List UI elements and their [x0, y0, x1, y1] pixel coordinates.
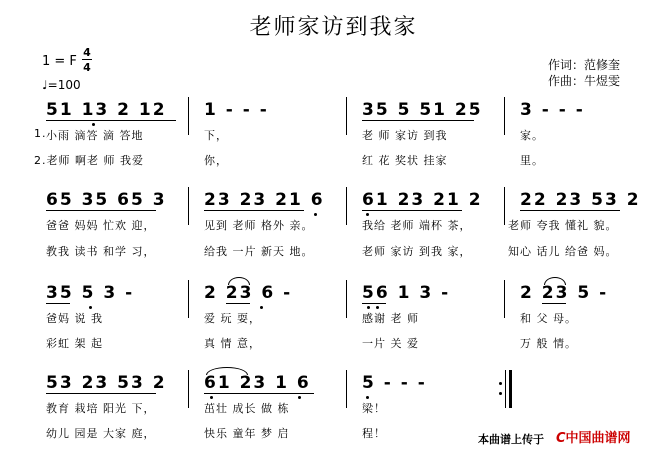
tempo-marking: ♩=100: [42, 78, 81, 92]
measure-notes: 65 35 65 3: [46, 190, 167, 210]
lyric-verse1: 老 师 家访 到我: [362, 129, 448, 142]
low-octave-dot: [366, 213, 369, 216]
site-logo[interactable]: [556, 427, 631, 446]
eighth-underline: [46, 210, 156, 211]
time-signature-bottom: 4: [83, 61, 91, 74]
measure-notes: 2 23 5 -: [520, 283, 609, 303]
lyric-verse1: 爱 玩 耍，: [204, 312, 261, 325]
lyric-verse1: 爸爸 妈妈 忙欢 迎，: [46, 219, 156, 232]
measure-notes: 35 5 51 25: [362, 100, 483, 120]
low-octave-dot: [376, 306, 379, 309]
lyric-verse2: 真 情 意，: [204, 337, 261, 350]
slur-mark: [228, 277, 250, 285]
eighth-underline: [362, 210, 462, 211]
lyric-verse1: 老师 夸我 懂礼 貌。: [508, 219, 618, 232]
site-logo-icon: C: [556, 431, 566, 446]
measure-notes: 56 1 3 -: [362, 283, 451, 303]
composer-credit: 作曲：牛煜雯: [548, 74, 621, 88]
slur-mark: [206, 367, 248, 375]
lyric-verse2: 2.老师 啊老 师 我爱: [34, 154, 144, 167]
eighth-underline: [226, 303, 250, 304]
lyric-verse1: 下，: [204, 129, 228, 142]
measure-notes: 22 23 53 2: [520, 190, 641, 210]
lyric-verse2: 老师 家访 到我 家，: [362, 245, 472, 258]
eighth-underline: [362, 120, 474, 121]
lyric-verse2: 万 般 情。: [520, 337, 577, 350]
key-signature: 1 = F: [42, 54, 77, 69]
lyric-verse1: 和 父 母。: [520, 312, 577, 325]
measure-notes: 2 23 6 -: [204, 283, 293, 303]
repeat-dot: [499, 382, 502, 385]
song-title: 老师家访到我家: [249, 15, 418, 40]
eighth-underline: [542, 303, 566, 304]
low-octave-dot: [298, 396, 301, 399]
lyric-verse2: 一片 关 爱: [362, 337, 419, 350]
bar-line: [188, 187, 189, 225]
bar-line: [346, 187, 347, 225]
lyric-verse2: 里。: [520, 154, 544, 167]
lyric-verse2: 快乐 童年 梦 启: [204, 427, 290, 440]
low-octave-dot: [89, 306, 92, 309]
bar-line: [346, 97, 347, 135]
lyric-verse2: 程！: [362, 427, 386, 440]
low-octave-dot: [210, 396, 213, 399]
site-name: 中国曲谱网: [565, 431, 631, 446]
measure-notes: 23 23 21 6: [204, 190, 325, 210]
low-octave-dot: [366, 396, 369, 399]
bar-line: [188, 280, 189, 318]
lyric-verse1: 小雨 滴答 滴 答地: [46, 129, 144, 142]
lyric-verse2: 红 花 奖状 挂家: [362, 154, 448, 167]
lyric-verse1: 感谢 老 师: [362, 312, 419, 325]
upload-note: 本曲谱上传于: [478, 433, 544, 446]
lyric-verse1: 家。: [520, 129, 544, 142]
lyric-verse2: 给我 一片 新天 地。: [204, 245, 314, 258]
measure-notes: 61 23 21 2: [362, 190, 483, 210]
lyric-verse2: 知心 话儿 给爸 妈。: [508, 245, 618, 258]
eighth-underline: [46, 393, 156, 394]
eighth-underline: [204, 393, 314, 394]
low-octave-dot: [260, 306, 263, 309]
bar-line: [504, 187, 505, 225]
lyric-verse1: 见到 老师 格外 亲。: [204, 219, 314, 232]
lyric-verse1: 茁壮 成长 做 栋: [204, 402, 290, 415]
lyric-verse1: 梁！: [362, 402, 386, 415]
measure-notes: 1 - - -: [204, 100, 269, 120]
eighth-underline: [362, 303, 386, 304]
lyric-verse2: 你，: [204, 154, 228, 167]
measure-notes: 53 23 53 2: [46, 373, 167, 393]
lyric-verse1: 爸妈 说 我: [46, 312, 103, 325]
final-bar-thick: [509, 370, 512, 408]
time-signature-line: [82, 59, 92, 60]
measure-notes: 3 - - -: [520, 100, 585, 120]
repeat-dot: [499, 392, 502, 395]
lyric-verse2: 教我 读书 和学 习，: [46, 245, 156, 258]
final-bar-thin: [505, 370, 506, 408]
measure-notes: 51 13 2 12: [46, 100, 167, 120]
eighth-underline: [204, 210, 304, 211]
bar-line: [188, 97, 189, 135]
low-octave-dot: [367, 306, 370, 309]
bar-line: [188, 370, 189, 408]
bar-line: [504, 280, 505, 318]
bar-line: [346, 280, 347, 318]
slur-mark: [544, 277, 566, 285]
measure-notes: 35 5 3 -: [46, 283, 135, 303]
measure-notes: 5 - - -: [362, 373, 427, 393]
verse-marker: 1.: [34, 127, 47, 140]
eighth-underline: [46, 303, 70, 304]
low-octave-dot: [92, 123, 95, 126]
quarter-note-icon: ♩: [42, 78, 48, 92]
lyric-verse2: 幼儿 园是 大家 庭，: [46, 427, 156, 440]
eighth-underline: [46, 120, 176, 121]
low-octave-dot: [314, 213, 317, 216]
eighth-underline: [520, 210, 620, 211]
lyric-verse1: 教育 栽培 阳光 下，: [46, 402, 156, 415]
measure-notes: 61 23 1 6: [204, 373, 311, 393]
lyric-verse1: 我给 老师 端杯 茶，: [362, 219, 472, 232]
lyricist-credit: 作词：范修奎: [548, 58, 621, 72]
bar-line: [346, 370, 347, 408]
time-signature-top: 4: [83, 46, 91, 59]
bar-line: [504, 97, 505, 135]
lyric-verse2: 彩虹 架 起: [46, 337, 103, 350]
